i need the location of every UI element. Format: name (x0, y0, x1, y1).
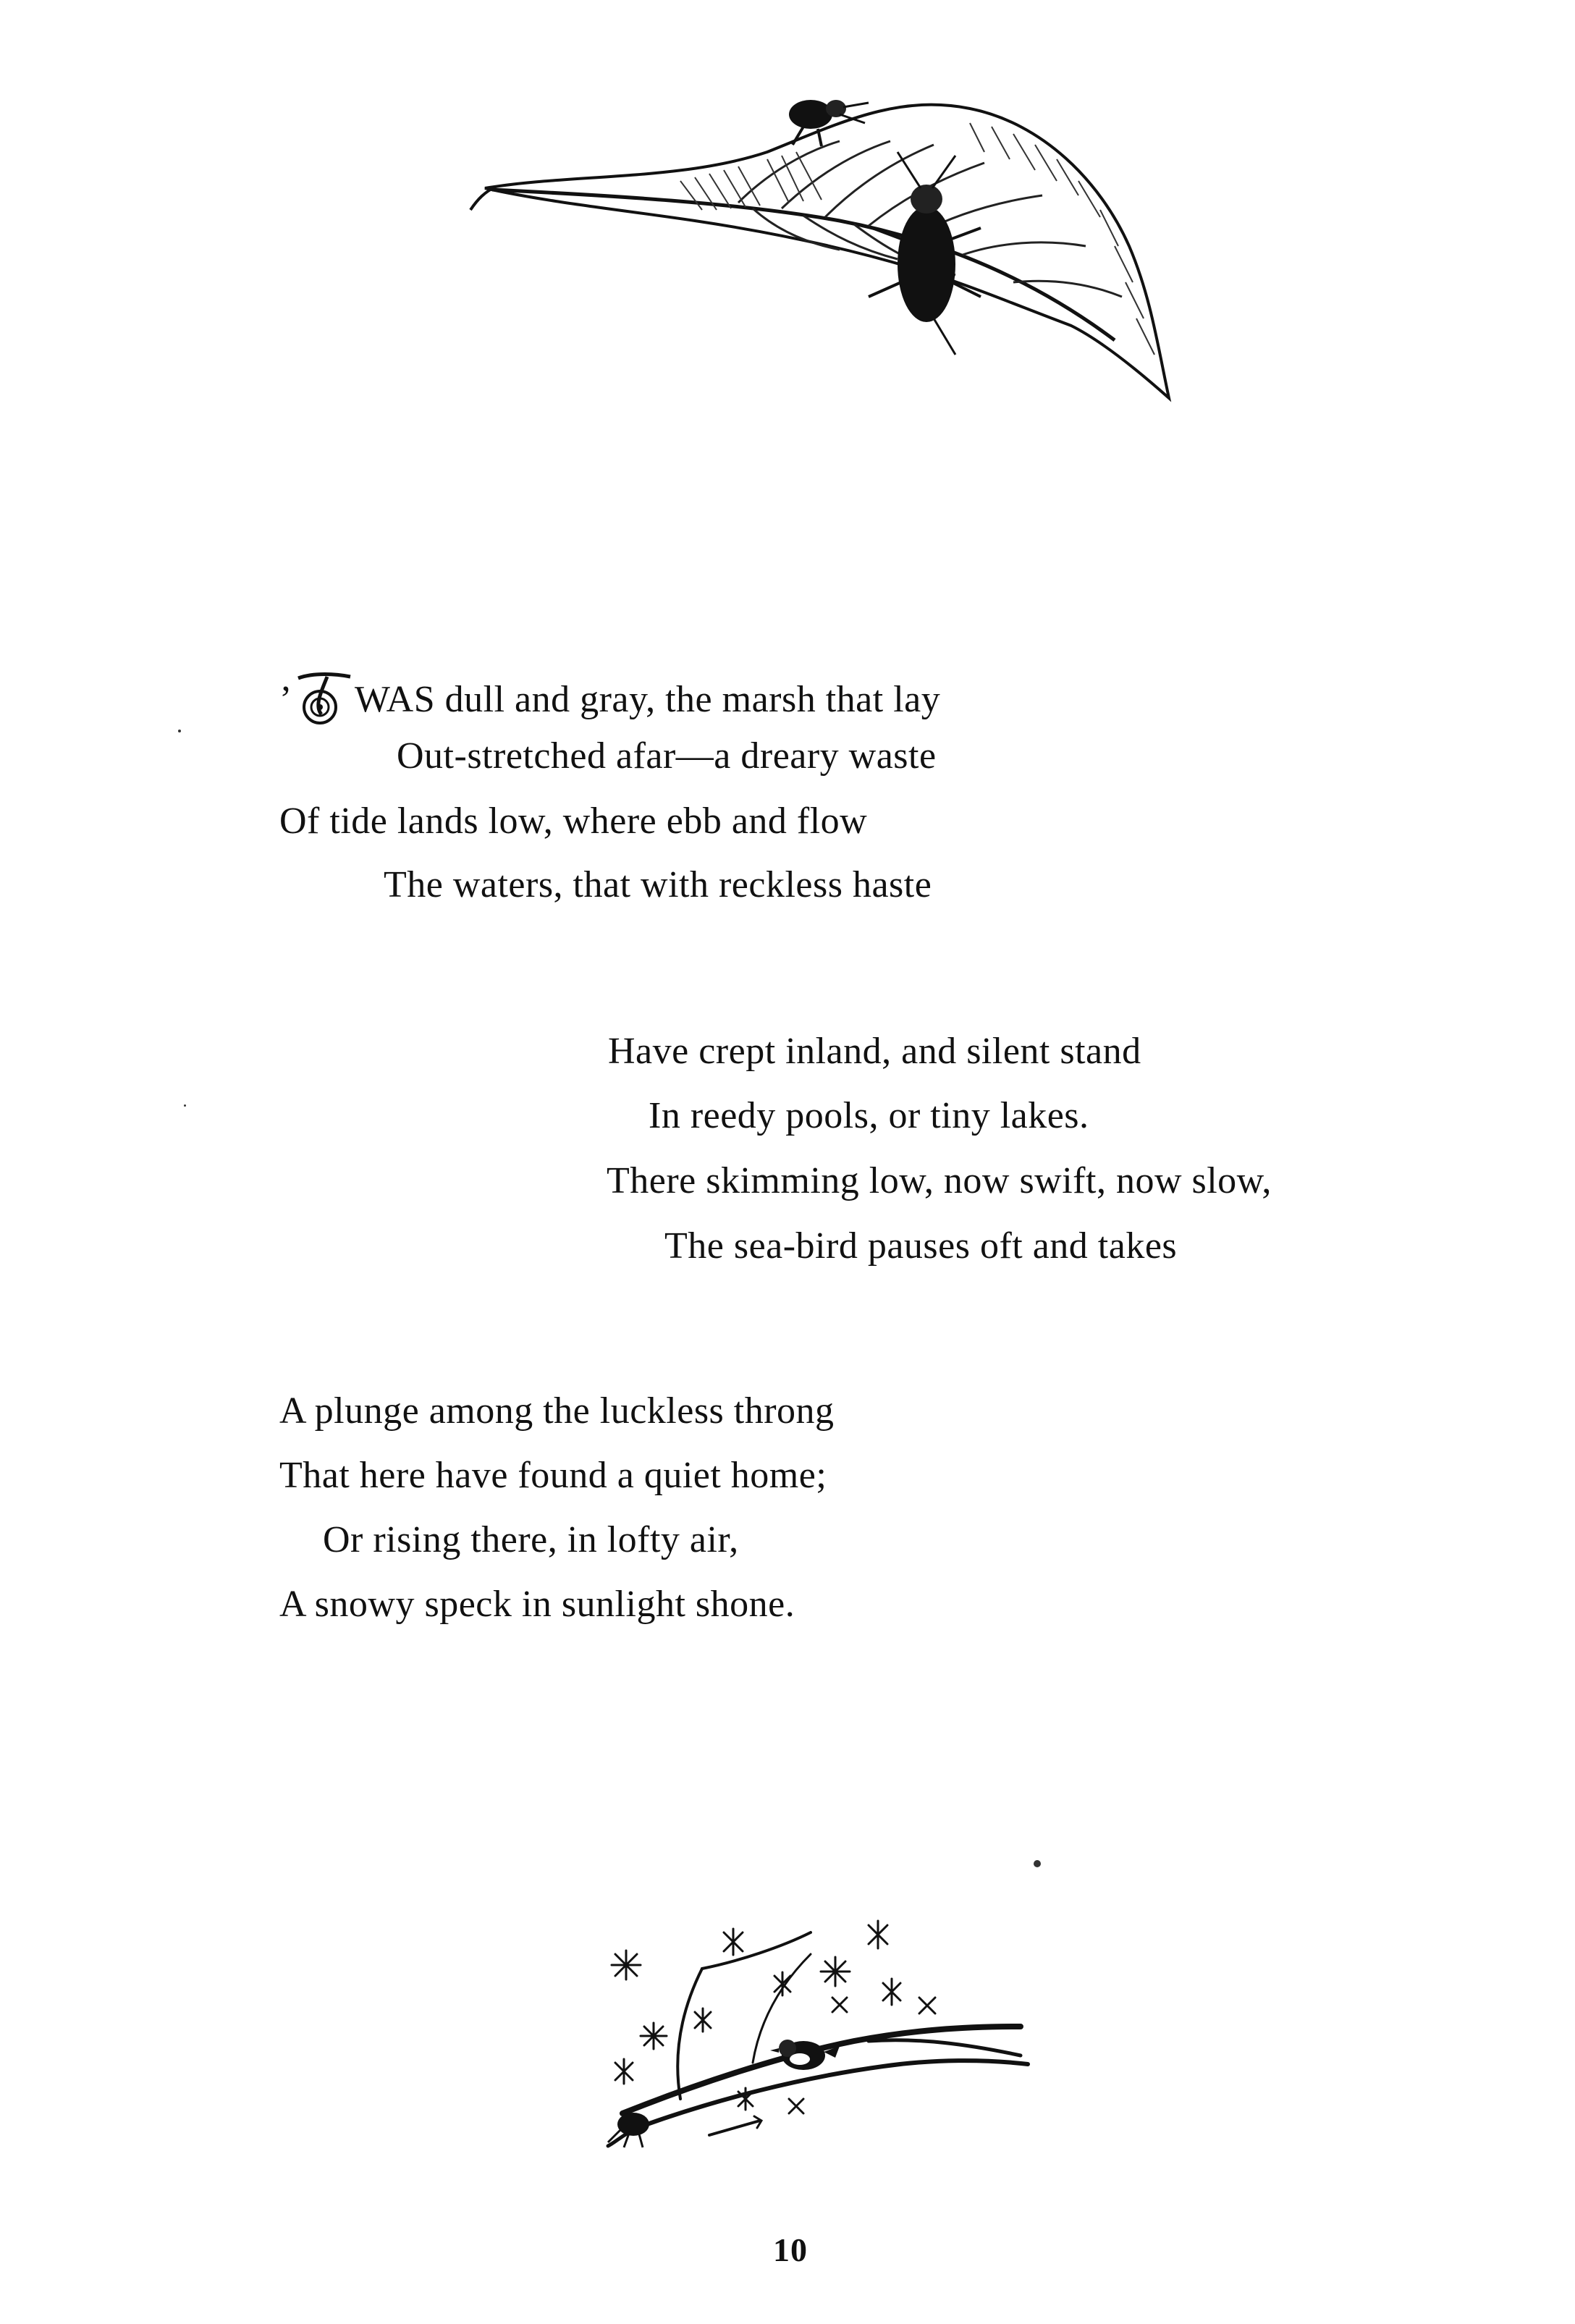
print-speck (184, 1104, 186, 1107)
stanza-1-line-2: Out-stretched afar—a dreary waste (397, 735, 937, 777)
stanza-1-line-1-text: WAS dull and gray, the marsh that lay (354, 679, 941, 720)
stanza-2-line-3: There skimming low, now swift, now slow, (607, 1160, 1272, 1201)
stanza-3-line-1: A plunge among the luckless throng (279, 1390, 835, 1432)
stanza-2-line-1: Have crept inland, and silent stand (608, 1031, 1141, 1072)
decorative-dropcap-t (292, 669, 353, 727)
stanza-3-line-3: Or rising there, in lofty air, (323, 1519, 739, 1560)
stanza-3-line-4: A snowy speck in sunlight shone. (279, 1584, 795, 1625)
branch-bird-illustration (594, 1911, 1035, 2150)
stanza-3-line-2: That here have found a quiet home; (279, 1455, 827, 1496)
stanza-1-line-1 (279, 669, 940, 727)
print-speck (1034, 1860, 1041, 1867)
leaf-beetles-illustration (463, 65, 1173, 405)
stanza-1-line-3: Of tide lands low, where ebb and flow (279, 800, 868, 842)
stanza-2-line-4: The sea-bird pauses oft and takes (664, 1225, 1178, 1267)
print-speck (178, 730, 181, 732)
stanza-2-line-2: In reedy pools, or tiny lakes. (649, 1095, 1089, 1136)
page-number: 10 (773, 2231, 808, 2268)
leading-apostrophe: ’ (279, 679, 292, 720)
stanza-1-line-4: The waters, that with reckless haste (384, 864, 932, 905)
